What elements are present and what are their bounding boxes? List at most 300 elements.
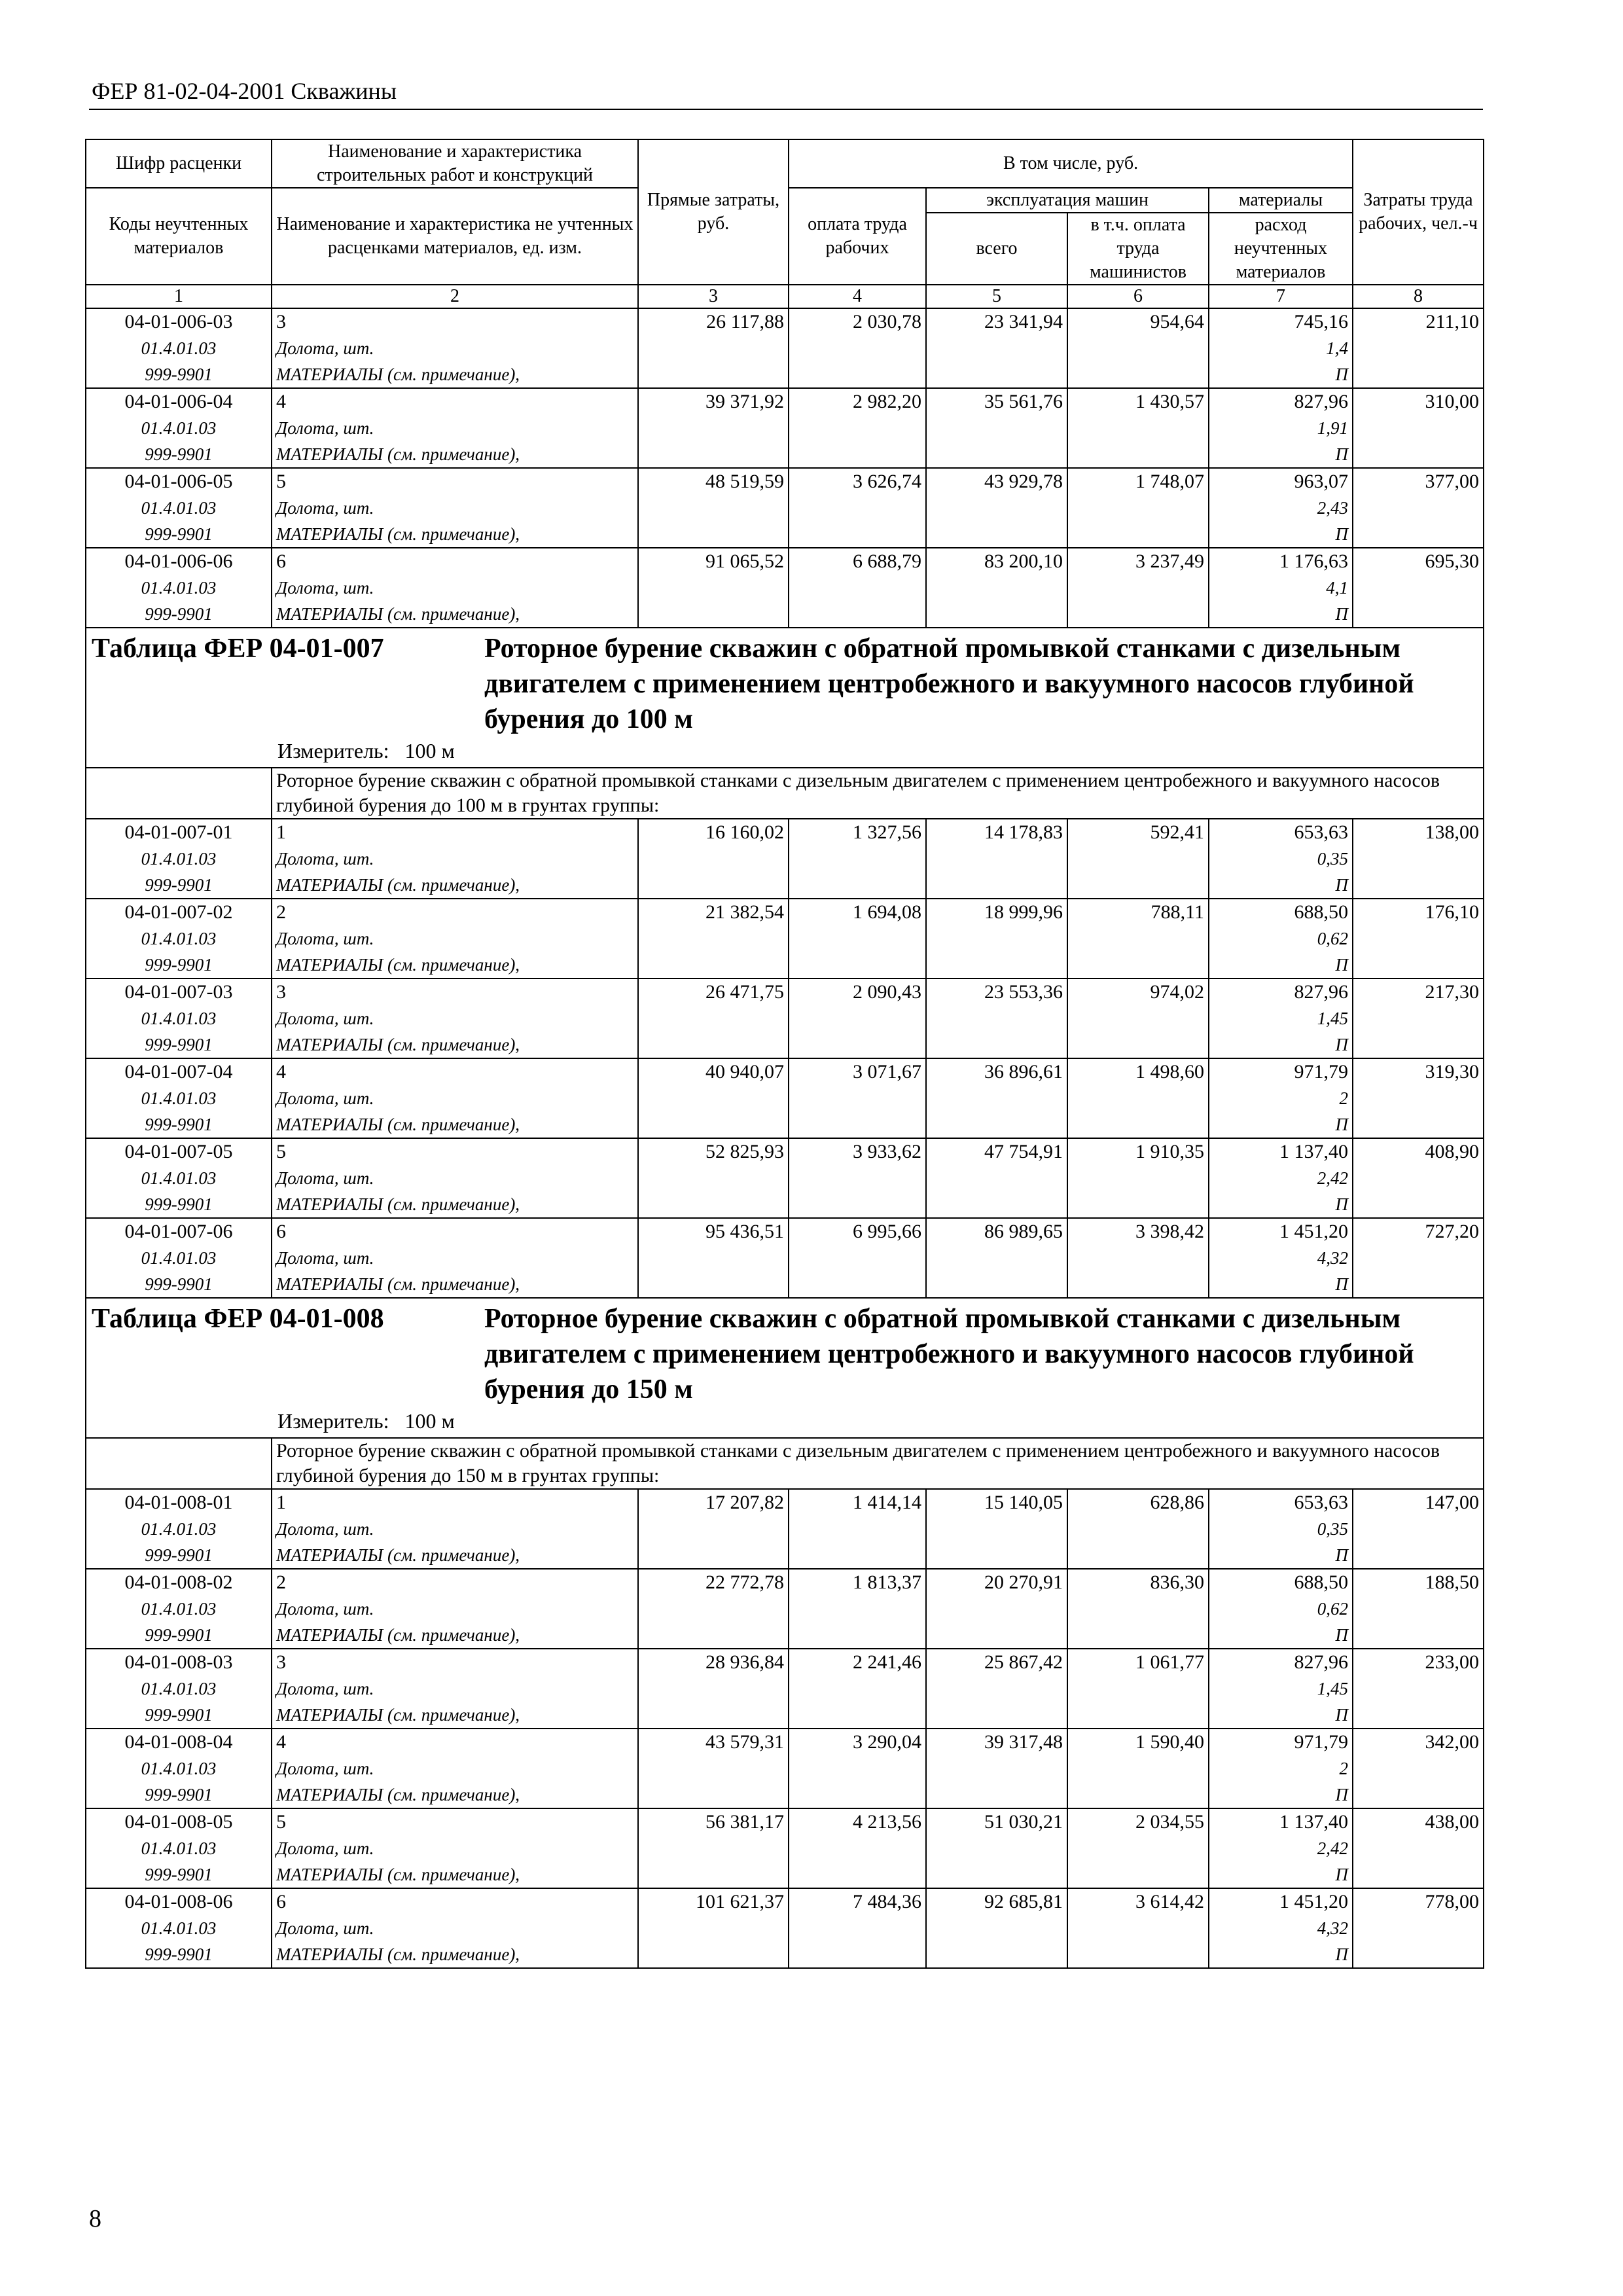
material-qty: П	[1335, 524, 1349, 544]
rate-code: 04-01-008-05	[124, 1811, 233, 1833]
machinist-pay-cell	[1067, 978, 1209, 1058]
rate-name: 5	[276, 471, 286, 492]
machinist-pay-cell	[1067, 819, 1209, 899]
material-qty: П	[1335, 1705, 1349, 1725]
section-desc-spacer	[86, 1438, 272, 1489]
labor-pay-cell	[789, 388, 926, 468]
labor-pay-cell	[789, 1138, 926, 1218]
material-qty: 1,45	[1317, 1009, 1349, 1028]
labor-pay: 3 626,74	[853, 471, 921, 492]
table-title-cell	[86, 1298, 1484, 1438]
material-name: Долота, шт.	[276, 1088, 374, 1108]
labor-pay: 6 995,66	[853, 1221, 921, 1242]
rate-name-cell	[272, 819, 638, 899]
material-code: 01.4.01.03	[141, 338, 217, 358]
rate-row	[86, 1138, 1484, 1218]
rate-name-cell	[272, 1729, 638, 1808]
materials-cell	[1209, 548, 1353, 628]
material-qty: П	[1335, 1194, 1349, 1214]
machines-total-cell	[926, 388, 1067, 468]
machinist-pay: 1 590,40	[1135, 1731, 1204, 1753]
direct-cost: 56 381,17	[705, 1811, 784, 1833]
labor-hours: 438,00	[1425, 1811, 1480, 1833]
machines-total-cell	[926, 1888, 1067, 1968]
machinist-pay-cell	[1067, 308, 1209, 388]
rate-code-cell	[86, 1218, 272, 1298]
labor-hours: 695,30	[1425, 550, 1480, 572]
direct-cost: 28 936,84	[705, 1651, 784, 1673]
measure-value: 100 м	[404, 739, 455, 762]
rate-row	[86, 819, 1484, 899]
material-name: МАТЕРИАЛЫ (см. примечание),	[276, 1705, 520, 1725]
rate-name: 4	[276, 1731, 286, 1753]
labor-hours: 310,00	[1425, 391, 1480, 412]
col-labor-pay-header: оплата труда рабочих	[789, 188, 926, 285]
material-qty: 0,35	[1317, 849, 1349, 869]
material-qty: П	[1335, 444, 1349, 464]
col-machines-header: эксплуатация машин	[926, 188, 1209, 213]
material-qty: П	[1335, 1035, 1349, 1054]
rate-code-cell	[86, 1569, 272, 1649]
machines-total-cell	[926, 1729, 1067, 1808]
machines-total: 51 030,21	[984, 1811, 1063, 1833]
labor-pay-cell	[789, 548, 926, 628]
rate-name-cell	[272, 1489, 638, 1569]
material-code: 01.4.01.03	[141, 1599, 217, 1619]
machinist-pay: 3 398,42	[1135, 1221, 1204, 1242]
materials-cost: 1 176,63	[1279, 550, 1349, 572]
direct-cost: 48 519,59	[705, 471, 784, 492]
rate-code-cell	[86, 1729, 272, 1808]
material-name: Долота, шт.	[276, 1679, 374, 1698]
rate-name-cell	[272, 1218, 638, 1298]
col-machines-total-header: всего	[926, 213, 1067, 285]
material-code: 999-9901	[145, 604, 213, 624]
rate-code-cell	[86, 819, 272, 899]
rate-row	[86, 468, 1484, 548]
material-code: 999-9901	[145, 524, 213, 544]
rate-code: 04-01-008-01	[124, 1492, 233, 1513]
machines-total-cell	[926, 978, 1067, 1058]
labor-hours-cell	[1353, 819, 1484, 899]
machinist-pay-cell	[1067, 1808, 1209, 1888]
machinist-pay-cell	[1067, 1569, 1209, 1649]
labor-hours-cell	[1353, 1808, 1484, 1888]
direct-cost-cell	[638, 1138, 789, 1218]
machines-total-cell	[926, 1218, 1067, 1298]
material-code: 999-9901	[145, 1945, 213, 1964]
material-code: 999-9901	[145, 1785, 213, 1804]
rate-row	[86, 1569, 1484, 1649]
material-name: Долота, шт.	[276, 338, 374, 358]
direct-cost: 21 382,54	[705, 901, 784, 923]
machines-total-cell	[926, 1649, 1067, 1729]
rate-code: 04-01-007-06	[124, 1221, 233, 1242]
material-name: Долота, шт.	[276, 1519, 374, 1539]
rate-row	[86, 1888, 1484, 1968]
rate-code: 04-01-008-03	[124, 1651, 233, 1673]
labor-hours: 233,00	[1425, 1651, 1480, 1673]
rate-name: 4	[276, 1061, 286, 1083]
labor-pay: 2 982,20	[853, 391, 921, 412]
material-code: 999-9901	[145, 1545, 213, 1565]
machinist-pay: 1 498,60	[1135, 1061, 1204, 1083]
labor-hours-cell	[1353, 388, 1484, 468]
material-code: 999-9901	[145, 1274, 213, 1294]
material-code: 01.4.01.03	[141, 418, 217, 438]
material-qty: 0,35	[1317, 1519, 1349, 1539]
machinist-pay-cell	[1067, 1649, 1209, 1729]
section-description: Роторное бурение скважин с обратной промывкой станками с дизельным двигателем с применением центробежного и вакуумного насосов глубиной бурения до 100 м в грунтах группы:	[272, 768, 1484, 819]
rate-code: 04-01-007-02	[124, 901, 233, 923]
material-name: Долота, шт.	[276, 849, 374, 869]
rate-row	[86, 308, 1484, 388]
labor-hours: 778,00	[1425, 1891, 1480, 1912]
material-code: 01.4.01.03	[141, 1248, 217, 1268]
rate-code: 04-01-007-04	[124, 1061, 233, 1083]
machines-total: 47 754,91	[984, 1141, 1063, 1162]
direct-cost-cell	[638, 388, 789, 468]
table-title-cell	[86, 628, 1484, 768]
labor-hours-cell	[1353, 1489, 1484, 1569]
machines-total-cell	[926, 548, 1067, 628]
labor-pay: 2 090,43	[853, 981, 921, 1003]
section-008	[86, 1298, 1484, 1968]
materials-cost: 827,96	[1294, 981, 1349, 1003]
labor-pay: 3 071,67	[853, 1061, 921, 1083]
col-number: 4	[789, 285, 926, 308]
materials-cost: 688,50	[1294, 1571, 1349, 1593]
measure-label: Измеритель:	[277, 739, 389, 762]
col-labor-cost-header: Затраты труда рабочих, чел.-ч	[1353, 139, 1484, 285]
rate-name: 6	[276, 1221, 286, 1242]
machines-total-cell	[926, 1808, 1067, 1888]
table-title-wrap	[92, 1301, 1478, 1407]
material-name: МАТЕРИАЛЫ (см. примечание),	[276, 1115, 520, 1134]
material-qty: 2	[1339, 1759, 1349, 1778]
materials-cell	[1209, 1138, 1353, 1218]
table-label: Таблица ФЕР 04-01-008	[92, 1304, 384, 1334]
materials-cost: 1 451,20	[1279, 1891, 1349, 1912]
material-name: Долота, шт.	[276, 578, 374, 598]
rate-row	[86, 1808, 1484, 1888]
material-qty: 2,42	[1317, 1839, 1349, 1858]
rate-name-cell	[272, 308, 638, 388]
direct-cost-cell	[638, 1649, 789, 1729]
labor-hours-cell	[1353, 1649, 1484, 1729]
materials-cost: 971,79	[1294, 1061, 1349, 1083]
machines-total-cell	[926, 819, 1067, 899]
machinist-pay: 836,30	[1150, 1571, 1204, 1593]
direct-cost-cell	[638, 899, 789, 978]
rate-code-cell	[86, 468, 272, 548]
material-code: 01.4.01.03	[141, 1679, 217, 1698]
machinist-pay: 974,02	[1150, 981, 1204, 1003]
machinist-pay-cell	[1067, 1489, 1209, 1569]
col-number: 8	[1353, 285, 1484, 308]
material-code: 999-9901	[145, 1625, 213, 1645]
rate-row	[86, 1489, 1484, 1569]
rate-code-cell	[86, 1058, 272, 1138]
materials-cost: 653,63	[1294, 1492, 1349, 1513]
material-code: 999-9901	[145, 875, 213, 895]
machines-total: 18 999,96	[984, 901, 1063, 923]
direct-cost: 22 772,78	[705, 1571, 784, 1593]
labor-hours: 138,00	[1425, 821, 1480, 843]
labor-hours-cell	[1353, 1138, 1484, 1218]
section-description-row	[86, 768, 1484, 819]
material-code: 999-9901	[145, 1865, 213, 1884]
machines-total: 43 929,78	[984, 471, 1063, 492]
rate-name: 4	[276, 391, 286, 412]
material-name: МАТЕРИАЛЫ (см. примечание),	[276, 1785, 520, 1804]
materials-cell	[1209, 819, 1353, 899]
machines-total: 39 317,48	[984, 1731, 1063, 1753]
material-name: МАТЕРИАЛЫ (см. примечание),	[276, 604, 520, 624]
material-code: 01.4.01.03	[141, 1168, 217, 1188]
material-code: 01.4.01.03	[141, 1839, 217, 1858]
material-name: МАТЕРИАЛЫ (см. примечание),	[276, 1865, 520, 1884]
machinist-pay-cell	[1067, 1138, 1209, 1218]
labor-pay-cell	[789, 899, 926, 978]
machinist-pay: 3 237,49	[1135, 550, 1204, 572]
material-qty: 1,45	[1317, 1679, 1349, 1698]
labor-pay: 2 241,46	[853, 1651, 921, 1673]
machines-total: 23 341,94	[984, 311, 1063, 332]
material-qty: 2,43	[1317, 498, 1349, 518]
col-number: 2	[272, 285, 638, 308]
col-number: 7	[1209, 285, 1353, 308]
page-number: 8	[89, 2205, 101, 2233]
machines-total-cell	[926, 468, 1067, 548]
machinist-pay-cell	[1067, 388, 1209, 468]
materials-cost: 971,79	[1294, 1731, 1349, 1753]
direct-cost-cell	[638, 548, 789, 628]
rate-row	[86, 899, 1484, 978]
rate-row	[86, 1649, 1484, 1729]
direct-cost-cell	[638, 1569, 789, 1649]
labor-pay-cell	[789, 1888, 926, 1968]
material-qty: 2,42	[1317, 1168, 1349, 1188]
rate-code-cell	[86, 388, 272, 468]
direct-cost: 39 371,92	[705, 391, 784, 412]
labor-hours-cell	[1353, 308, 1484, 388]
materials-cost: 653,63	[1294, 821, 1349, 843]
labor-hours: 342,00	[1425, 1731, 1480, 1753]
material-code: 999-9901	[145, 1705, 213, 1725]
rate-code-cell	[86, 548, 272, 628]
machinist-pay: 1 430,57	[1135, 391, 1204, 412]
materials-cell	[1209, 1489, 1353, 1569]
material-code: 999-9901	[145, 955, 213, 975]
material-qty: П	[1335, 1115, 1349, 1134]
material-code: 01.4.01.03	[141, 1918, 217, 1938]
labor-hours-cell	[1353, 468, 1484, 548]
machines-total-cell	[926, 1489, 1067, 1569]
material-qty: П	[1335, 1945, 1349, 1964]
direct-cost: 91 065,52	[705, 550, 784, 572]
machinist-pay: 3 614,42	[1135, 1891, 1204, 1912]
rate-code-cell	[86, 978, 272, 1058]
materials-cell	[1209, 1729, 1353, 1808]
material-name: Долота, шт.	[276, 1009, 374, 1028]
rate-code-cell	[86, 308, 272, 388]
rate-code-cell	[86, 1138, 272, 1218]
direct-cost-cell	[638, 308, 789, 388]
rate-row	[86, 1058, 1484, 1138]
materials-cost: 827,96	[1294, 1651, 1349, 1673]
direct-cost-cell	[638, 819, 789, 899]
rate-name: 5	[276, 1141, 286, 1162]
material-qty: П	[1335, 1865, 1349, 1884]
measure-line	[92, 737, 1478, 764]
direct-cost-cell	[638, 1058, 789, 1138]
material-qty: П	[1335, 365, 1349, 384]
rate-name-cell	[272, 468, 638, 548]
labor-pay: 1 813,37	[853, 1571, 921, 1593]
material-code: 999-9901	[145, 365, 213, 384]
rate-row	[86, 978, 1484, 1058]
rate-code: 04-01-006-03	[124, 311, 233, 332]
materials-cell	[1209, 1649, 1353, 1729]
labor-pay-cell	[789, 1649, 926, 1729]
rate-name-cell	[272, 899, 638, 978]
labor-pay: 3 290,04	[853, 1731, 921, 1753]
direct-cost: 26 117,88	[706, 311, 784, 332]
direct-cost: 40 940,07	[705, 1061, 784, 1083]
machinist-pay: 1 061,77	[1135, 1651, 1204, 1673]
labor-hours: 727,20	[1425, 1221, 1480, 1242]
machinist-pay-cell	[1067, 1058, 1209, 1138]
labor-pay-cell	[789, 1808, 926, 1888]
materials-cell	[1209, 308, 1353, 388]
machines-total-cell	[926, 308, 1067, 388]
labor-pay: 6 688,79	[853, 550, 921, 572]
section-007	[86, 628, 1484, 1298]
material-qty: П	[1335, 955, 1349, 975]
material-name: Долота, шт.	[276, 1759, 374, 1778]
material-code: 999-9901	[145, 444, 213, 464]
rate-code: 04-01-008-04	[124, 1731, 233, 1753]
direct-cost: 52 825,93	[705, 1141, 784, 1162]
labor-hours-cell	[1353, 899, 1484, 978]
machines-total: 25 867,42	[984, 1651, 1063, 1673]
rate-name: 3	[276, 311, 286, 332]
machinist-pay-cell	[1067, 468, 1209, 548]
rate-code-cell	[86, 1489, 272, 1569]
material-name: МАТЕРИАЛЫ (см. примечание),	[276, 1274, 520, 1294]
labor-pay-cell	[789, 1489, 926, 1569]
col-uncounted-names-header: Наименование и характеристика не учтенных расценками материалов, ед. изм.	[272, 188, 638, 285]
rate-code: 04-01-008-06	[124, 1891, 233, 1912]
direct-cost-cell	[638, 1808, 789, 1888]
labor-pay: 1 327,56	[853, 821, 921, 843]
labor-pay: 1 694,08	[853, 901, 921, 923]
material-code: 01.4.01.03	[141, 578, 217, 598]
table-title: Роторное бурение скважин с обратной промывкой станками с дизельным двигателем с применением центробежного и вакуумного насосов глубиной бурения до 100 м	[484, 634, 1414, 734]
machinist-pay-cell	[1067, 899, 1209, 978]
material-qty: П	[1335, 1625, 1349, 1645]
direct-cost-cell	[638, 1729, 789, 1808]
labor-pay-cell	[789, 978, 926, 1058]
material-name: МАТЕРИАЛЫ (см. примечание),	[276, 1194, 520, 1214]
rate-name: 6	[276, 550, 286, 572]
direct-cost-cell	[638, 1888, 789, 1968]
col-uncounted-codes-header: Коды неучтенных материалов	[86, 188, 272, 285]
material-name: МАТЕРИАЛЫ (см. примечание),	[276, 444, 520, 464]
machinist-pay-cell	[1067, 1218, 1209, 1298]
rate-name: 3	[276, 981, 286, 1003]
rate-name: 5	[276, 1811, 286, 1833]
labor-pay-cell	[789, 1569, 926, 1649]
col-number: 1	[86, 285, 272, 308]
labor-hours: 377,00	[1425, 471, 1480, 492]
rate-name-cell	[272, 1138, 638, 1218]
materials-cost: 827,96	[1294, 391, 1349, 412]
labor-hours-cell	[1353, 1058, 1484, 1138]
material-name: Долота, шт.	[276, 1599, 374, 1619]
col-number: 6	[1067, 285, 1209, 308]
rate-name: 2	[276, 1571, 286, 1593]
labor-pay: 7 484,36	[853, 1891, 921, 1912]
labor-pay: 3 933,62	[853, 1141, 921, 1162]
machines-total-cell	[926, 899, 1067, 978]
material-name: МАТЕРИАЛЫ (см. примечание),	[276, 1625, 520, 1645]
materials-cell	[1209, 978, 1353, 1058]
machines-total: 83 200,10	[984, 550, 1063, 572]
material-name: Долота, шт.	[276, 929, 374, 948]
machines-total-cell	[926, 1138, 1067, 1218]
material-name: Долота, шт.	[276, 498, 374, 518]
material-name: Долота, шт.	[276, 1839, 374, 1858]
machinist-pay: 954,64	[1150, 311, 1204, 332]
material-qty: П	[1335, 1274, 1349, 1294]
labor-hours-cell	[1353, 548, 1484, 628]
machines-total: 92 685,81	[984, 1891, 1063, 1912]
section-description: Роторное бурение скважин с обратной промывкой станками с дизельным двигателем с применением центробежного и вакуумного насосов глубиной бурения до 150 м в грунтах группы:	[272, 1438, 1484, 1489]
rate-code-cell	[86, 1888, 272, 1968]
material-code: 01.4.01.03	[141, 1009, 217, 1028]
col-name-header: Наименование и характеристика строительных работ и конструкций	[272, 139, 638, 188]
machinist-pay: 1 910,35	[1135, 1141, 1204, 1162]
rate-name: 2	[276, 901, 286, 923]
rate-name-cell	[272, 1058, 638, 1138]
direct-cost-cell	[638, 978, 789, 1058]
col-machinist-pay-header: в т.ч. оплата труда машинистов	[1067, 213, 1209, 285]
materials-cost: 963,07	[1294, 471, 1349, 492]
materials-cost: 688,50	[1294, 901, 1349, 923]
materials-cell	[1209, 1569, 1353, 1649]
material-name: Долота, шт.	[276, 418, 374, 438]
material-name: МАТЕРИАЛЫ (см. примечание),	[276, 524, 520, 544]
machinist-pay-cell	[1067, 1888, 1209, 1968]
machinist-pay: 1 748,07	[1135, 471, 1204, 492]
labor-pay-cell	[789, 468, 926, 548]
rate-name-cell	[272, 1888, 638, 1968]
materials-cell	[1209, 1808, 1353, 1888]
material-name: МАТЕРИАЛЫ (см. примечание),	[276, 955, 520, 975]
col-code-header: Шифр расценки	[86, 139, 272, 188]
machines-total: 15 140,05	[984, 1492, 1063, 1513]
rate-name: 1	[276, 1492, 286, 1513]
machines-total: 23 553,36	[984, 981, 1063, 1003]
labor-hours: 176,10	[1425, 901, 1480, 923]
rate-name: 3	[276, 1651, 286, 1673]
rate-code-cell	[86, 1649, 272, 1729]
labor-pay: 2 030,78	[853, 311, 921, 332]
rate-code: 04-01-006-04	[124, 391, 233, 412]
direct-cost-cell	[638, 1218, 789, 1298]
